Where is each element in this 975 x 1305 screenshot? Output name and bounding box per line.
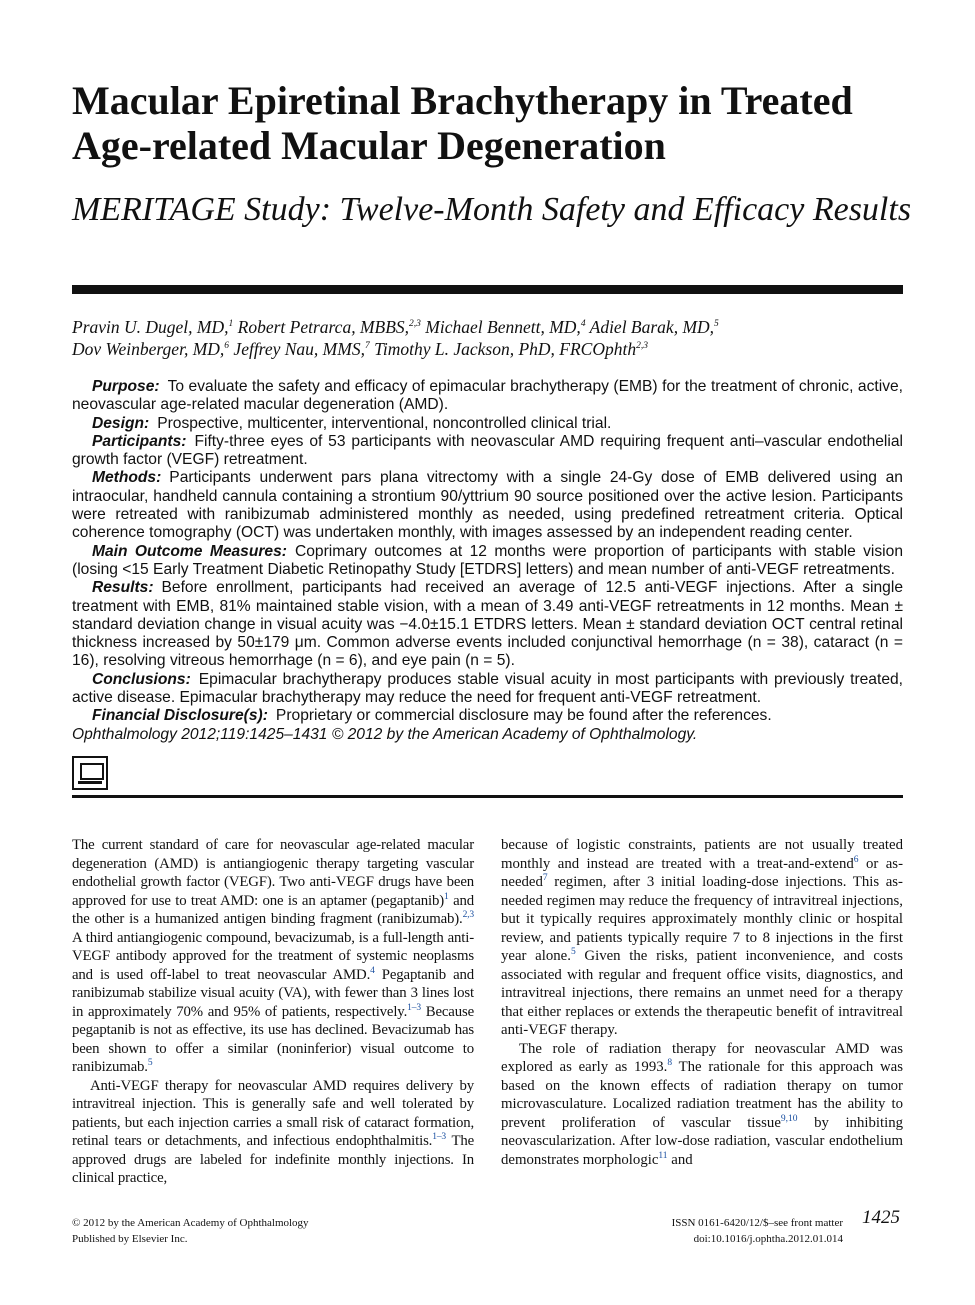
section-text: Coprimary outcomes at 12 months were proportion of participants with stable vision (losing <15 Early Treatment Diabetic Retinopathy Study [ETDRS] letters) and mean number of anti-VEGF retreatments. [72, 542, 903, 578]
abstract-purpose [72, 378, 903, 415]
section-label: Purpose: [92, 378, 160, 395]
abstract-divider [72, 795, 903, 798]
section-text: Fifty-three eyes of 53 participants with neovascular AMD requiring frequent anti–vascular endothelial growth factor (VEGF) retreatment. [72, 432, 903, 469]
citation-link[interactable]: 8 [667, 1058, 673, 1069]
affiliation-mark: 6 [224, 341, 230, 352]
citation-link[interactable]: 4 [370, 965, 375, 976]
affiliation-mark: 2,3 [409, 319, 421, 330]
abstract-participants [72, 433, 903, 470]
issn-text: ISSN 0161-6420/12/$–see front matter [671, 1217, 843, 1229]
author: Dov Weinberger, MD, [72, 339, 225, 359]
footer-copyright [72, 1215, 309, 1247]
body-column-right [501, 836, 903, 1169]
title-divider [72, 285, 903, 294]
abstract-outcomes [72, 543, 903, 580]
page-number: 1425 [862, 1207, 900, 1228]
section-text: Participants underwent pars plana vitrectomy with a single 24-Gy dose of EMB delivered using an intraocular, handheld cannula containing a strontium 90/yttrium 90 source positioned over the active lesion. Participants were retreated with ranibizumab administered monthly as needed, using predefined retreatment criteria. Optical coherence tomography (OCT) was undertaken monthly, with images assessed by an independent reading center. [72, 469, 903, 542]
citation-link[interactable]: 1–3 [432, 1132, 447, 1143]
article-title: Macular Epiretinal Brachytherapy in Treated Age-related Macular Degeneration [72, 78, 853, 168]
section-label: Results: [92, 579, 154, 597]
citation-link[interactable]: 1 [444, 891, 449, 902]
section-text: To evaluate the safety and efficacy of epimacular brachytherapy (EMB) for the treatment of chronic, active, neovascular age-related macular degeneration (AMD). [72, 378, 903, 414]
section-text: Prospective, multicenter, interventional, noncontrolled clinical trial. [157, 414, 612, 432]
affiliation-mark: 2,3 [636, 341, 648, 352]
abstract-methods [72, 469, 903, 542]
doi-text: doi:10.1016/j.ophtha.2012.01.014 [693, 1233, 843, 1245]
body-paragraph: The current standard of care for neovascular age-related macular degeneration (AMD) is antiangiogenic therapy targeting vascular endothelial growth factor (VEGF). Two anti-VEGF drugs have been approved for use to treat AMD: one is an aptamer (pegaptanib)$^1$ and the other is a humanized antigen binding fragment (ranibizumab).$^{2,3}$ A third antiangiogenic compound, bevacizumab, is a full-length anti-VEGF antibody approved for the treatment of systemic neoplasms and is used off-label to treat neovascular AMD.$^4$ Pegaptanib and ranibizumab stabilize visual acuity (VA), with fewer than 3 lines lost in approximately 70% and 95% of patients, respectively.$^{1-3}$ Because pegaptanib is not as effective, its use has declined. Bevacizumab has been shown to offer a similar (noninferior) visual outcome to ranibizumab.$^5$ [72, 837, 474, 1075]
abstract-results [72, 579, 903, 670]
body-paragraph: because of logistic constraints, patients are not usually treated monthly and instead are treated with a treat-and-extend$^6$ or as-needed$^7$ regimen, after 3 initial loading-dose injections. This as-needed regimen may reduce the frequency of intravitreal injections, but it typically requires approximately monthly clinic or hospital review, and patients typically require 7 to 8 injections in the first year alone.$^5$ Given the risks, patient inconvenience, and costs associated with regular and frequent office visits, diagnostics, and intravitreal injections, there remains an unmet need for a therapy that either replaces or extends the therapeutic benefit of intravitreal anti-VEGF therapy. [501, 837, 903, 1038]
citation-link[interactable]: 9,10 [780, 1113, 798, 1124]
section-label: Participants: [92, 432, 187, 450]
body-paragraph: Anti-VEGF therapy for neovascular AMD requires delivery by intravitreal injection. This is generally safe and well tolerated by patients, but each injection carries a small risk of cataract formation, retinal tears or detachments, and infectious endophthalmitis.$^{1-3}$ The approved drugs are labeled for indefinite monthly injections. In clinical practice, [72, 1077, 475, 1186]
section-label: Main Outcome Measures: [92, 542, 287, 560]
citation-link[interactable]: 5 [570, 947, 576, 958]
copyright-text: © 2012 by the American Academy of Ophthalmology [72, 1217, 309, 1229]
author: Adiel Barak, MD, [589, 317, 715, 337]
author: Robert Petrarca, MBBS, [237, 317, 410, 337]
affiliation-mark: 5 [714, 319, 719, 330]
affiliation-mark: 7 [364, 341, 370, 352]
author-list [72, 316, 903, 360]
affiliation-mark: 1 [228, 319, 234, 330]
section-label: Financial Disclosure(s): [92, 707, 268, 725]
body-column-left [72, 836, 474, 1188]
author: Timothy L. Jackson, PhD, FRCOphth [374, 339, 637, 359]
section-text: Proprietary or commercial disclosure may be found after the references. [275, 707, 772, 725]
author: Jeffrey Nau, MMS, [233, 339, 365, 359]
abstract [72, 378, 903, 744]
citation-link[interactable]: 1–3 [407, 1002, 421, 1013]
abstract-disclosure [72, 707, 903, 725]
footer-issn [560, 1215, 843, 1247]
monitor-icon[interactable] [72, 756, 108, 790]
section-text: Before enrollment, participants had received an average of 12.5 anti-VEGF injections. After a single treatment with EMB, 81% maintained stable vision, with a mean of 3.49 anti-VEGF retreatments in 12 months. Mean ± standard deviation change in visual acuity was −4.0±15.1 ETDRS letters. Mean ± standard deviation OCT central retinal thickness increased by 50±179 μm. Common adverse events included conjunctival hemorrhage (n = 38), cataract (n = 16), resolving vitreous hemorrhage (n = 6), and eye pain (n = 5). [72, 579, 903, 670]
citation-link[interactable]: 11 [658, 1150, 668, 1161]
citation-link[interactable]: 6 [853, 854, 859, 865]
body-paragraph: The role of radiation therapy for neovascular AMD was explored as early as 1993.$^8$ The rationale for this approach was based on the known effects of radiation therapy on tumor microvasculature. Localized radiation treatment has the ability to prevent proliferation of vascular tissue$^{9,10}$ by inhibiting neovascularization. After low-dose radiation, vascular endothelium demonstrates morphologic$^{11}$ and [501, 1040, 903, 1168]
affiliation-mark: 4 [580, 319, 586, 330]
publisher-text: Published by Elsevier Inc. [72, 1233, 188, 1245]
citation-link[interactable]: 7 [542, 873, 548, 884]
journal-citation: Ophthalmology 2012;119:1425–1431 © 2012 by the American Academy of Ophthalmology. [72, 725, 698, 743]
citation-link[interactable]: 5 [147, 1058, 153, 1069]
section-label: Conclusions: [92, 670, 191, 688]
article-subtitle: MERITAGE Study: Twelve-Month Safety and Efficacy Results [72, 191, 912, 228]
section-text: Epimacular brachytherapy produces stable visual acuity in most participants with previously treated, active disease. Epimacular brachytherapy may reduce the need for frequent anti-VEGF retreatment. [72, 670, 903, 707]
author: Michael Bennett, MD, [425, 317, 581, 337]
author: Pravin U. Dugel, MD, [72, 317, 229, 337]
citation-link[interactable]: 2,3 [462, 910, 474, 921]
abstract-design [72, 415, 903, 433]
abstract-conclusions [72, 671, 903, 708]
section-label: Design: [92, 414, 150, 432]
section-label: Methods: [92, 469, 162, 487]
